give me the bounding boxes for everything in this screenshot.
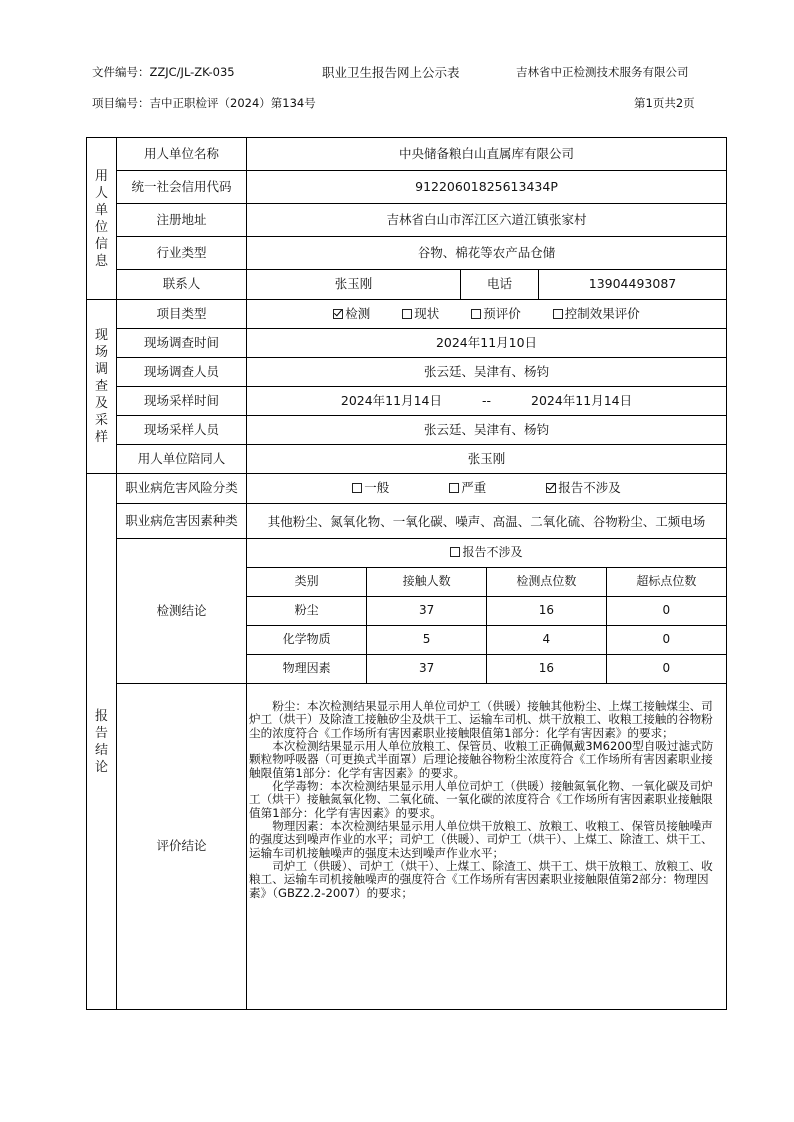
table-cell: 0	[606, 626, 726, 655]
option-pre-evaluation[interactable]: 预评价	[471, 307, 521, 321]
detection-conclusion-label: 检测结论	[117, 539, 247, 684]
sampling-dash: --	[481, 392, 492, 408]
eval-paragraph-physical: 物理因素：本次检测结果显示用人单位烘干放粮工、放粮工、收粮工、保管员接触噪声的强度达到噪声作业的水平；司炉工（供暖）、司炉工（烘干）、上煤工、除渣工、烘干工、运输车司机接触噪声的强度未达到噪声作业水平；	[249, 818, 713, 860]
sampling-start: 2024年11月14日	[340, 392, 442, 408]
document-title: 职业卫生报告网上公示表	[322, 65, 460, 80]
sampling-time	[247, 387, 727, 416]
survey-time-label: 现场调查时间	[117, 329, 247, 358]
contact: 张玉刚	[247, 270, 461, 300]
section-site-survey: 现场调查及采样	[87, 300, 117, 474]
table-header-row	[247, 568, 726, 597]
evaluation-conclusion-label: 评价结论	[117, 684, 247, 1010]
company-name: 吉林省中正检测技术服务有限公司	[516, 65, 689, 79]
risk-option-general[interactable]: 一般	[352, 481, 389, 495]
evaluation-conclusion	[247, 684, 727, 1010]
table-cell: 16	[487, 597, 607, 626]
disclosure-table	[86, 137, 727, 1010]
risk-class-options	[247, 474, 727, 504]
column-header: 类别	[247, 568, 367, 597]
escort-label: 用人单位陪同人	[117, 445, 247, 474]
column-header: 接触人数	[367, 568, 487, 597]
credit-code: 91220601825613434P	[247, 171, 727, 204]
table-row	[247, 597, 726, 626]
employer-name-label: 用人单位名称	[117, 138, 247, 171]
industry-label: 行业类型	[117, 237, 247, 270]
table-row	[247, 655, 726, 684]
checkbox-icon	[553, 309, 563, 319]
checkbox-icon	[402, 309, 412, 319]
table-cell: 5	[367, 626, 487, 655]
escort: 张玉刚	[247, 445, 727, 474]
eval-paragraph-noise: 司炉工（供暖）、司炉工（烘干）、上煤工、除渣工、烘干工、烘干放粮工、放粮工、收粮工、运输车司机接触噪声的强度符合《工作场所有害因素职业接触限值第2部分：物理因素》（GBZ2.2-2007）的要求；	[249, 858, 713, 900]
hazard-factors-label: 职业病危害因素种类	[117, 504, 247, 539]
table-cell: 0	[606, 655, 726, 684]
table-cell: 0	[606, 597, 726, 626]
table-cell: 37	[367, 655, 487, 684]
phone-label: 电话	[461, 270, 539, 300]
sampling-end: 2024年11月14日	[531, 392, 633, 408]
checkbox-checked-icon	[546, 483, 556, 493]
eval-paragraph-chemical: 化学毒物：本次检测结果显示用人单位司炉工（供暖）接触氮氧化物、一氧化碳及司炉工（烘干）接触氮氧化物、二氧化硫、一氧化碳的浓度符合《工作场所有害因素职业接触限值第1部分：化学有害因素》的要求。	[249, 778, 713, 820]
section-report-conclusion: 报告结论	[87, 474, 117, 1010]
sampling-time-label: 现场采样时间	[117, 387, 247, 416]
checkbox-icon	[450, 547, 460, 557]
column-header: 检测点位数	[487, 568, 607, 597]
checkbox-icon	[471, 309, 481, 319]
checkbox-icon	[449, 483, 459, 493]
section-employer-info: 用人单位信息	[87, 138, 117, 300]
project-type-options	[247, 300, 727, 329]
checkbox-checked-icon	[333, 309, 343, 319]
table-cell: 4	[487, 626, 607, 655]
sampling-staff: 张云廷、吴津有、杨钧	[247, 416, 727, 445]
eval-paragraph-dust: 粉尘：本次检测结果显示用人单位司炉工（供暖）接触其他粉尘、上煤工接触煤尘、司炉工（烘干）及除渣工接触矽尘及烘干工、运输车司机、烘干放粮工、收粮工接触的谷物粉尘的浓度符合《工作场所有害因素职业接触限值第1部分：化学有害因素》的要求；	[249, 699, 713, 740]
eval-paragraph-respirator: 本次检测结果显示用人单位放粮工、保管员、收粮工正确佩戴3M6200型自吸过滤式防颗粒物呼吸器（可更换式半面罩）后理论接触谷物粉尘浓度符合《工作场所有害因素职业接触限值第1部分：化学有害因素》的要求。	[249, 738, 714, 780]
detection-not-involved[interactable]: 报告不涉及	[247, 539, 726, 568]
detection-table	[247, 539, 726, 683]
survey-time: 2024年11月10日	[247, 329, 727, 358]
risk-option-serious[interactable]: 严重	[449, 481, 486, 495]
address-label: 注册地址	[117, 204, 247, 237]
table-cell: 粉尘	[247, 597, 367, 626]
option-control-effect[interactable]: 控制效果评价	[553, 307, 640, 321]
detection-conclusion	[247, 539, 727, 684]
table-cell: 物理因素	[247, 655, 367, 684]
sampling-staff-label: 现场采样人员	[117, 416, 247, 445]
project-type-label: 项目类型	[117, 300, 247, 329]
table-row	[247, 626, 726, 655]
risk-option-not-involved[interactable]: 报告不涉及	[546, 481, 621, 495]
phone: 13904493087	[539, 270, 727, 300]
table-cell: 化学物质	[247, 626, 367, 655]
survey-staff-label: 现场调查人员	[117, 358, 247, 387]
table-cell: 16	[487, 655, 607, 684]
page-info: 第1页共2页	[634, 96, 695, 110]
industry: 谷物、棉花等农产品仓储	[247, 237, 727, 270]
checkbox-icon	[352, 483, 362, 493]
column-header: 超标点位数	[606, 568, 726, 597]
survey-staff: 张云廷、吴津有、杨钧	[247, 358, 727, 387]
credit-code-label: 统一社会信用代码	[117, 171, 247, 204]
file-number: 文件编号：ZZJC/JL-ZK-035	[92, 65, 235, 79]
employer-name: 中央储备粮白山直属库有限公司	[247, 138, 727, 171]
project-number: 项目编号：吉中正职检评（2024）第134号	[92, 96, 316, 110]
contact-label: 联系人	[117, 270, 247, 300]
option-status[interactable]: 现状	[402, 307, 439, 321]
risk-class-label: 职业病危害风险分类	[117, 474, 247, 504]
table-cell: 37	[367, 597, 487, 626]
address: 吉林省白山市浑江区六道江镇张家村	[247, 204, 727, 237]
hazard-factors: 其他粉尘、氮氧化物、一氧化碳、噪声、高温、二氧化硫、谷物粉尘、工频电场	[247, 504, 727, 539]
option-detection[interactable]: 检测	[333, 307, 370, 321]
